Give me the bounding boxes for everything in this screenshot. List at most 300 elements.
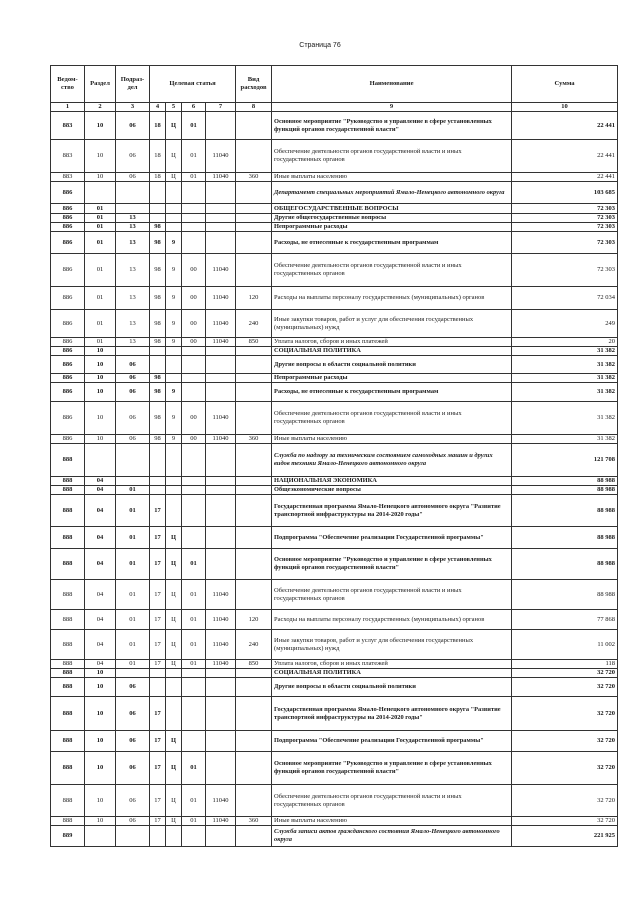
- razdel-cell: 01: [85, 232, 116, 254]
- podrazdel-cell: [116, 826, 150, 847]
- target-a-cell: [150, 356, 166, 374]
- target-b-cell: 9: [166, 232, 182, 254]
- target-a-cell: 98: [150, 374, 166, 383]
- table-row: [51, 338, 618, 347]
- target-d-cell: [206, 697, 236, 731]
- target-a-cell: 98: [150, 287, 166, 310]
- column-index-row: [51, 103, 618, 112]
- razdel-cell: [85, 444, 116, 477]
- name-cell: Обеспечение деятельности органов государственной власти и иных государственных органов: [272, 785, 512, 817]
- target-b-cell: [166, 495, 182, 527]
- target-b-cell: 9: [166, 435, 182, 444]
- sum-cell: 72 303: [512, 214, 618, 223]
- razdel-cell: 01: [85, 204, 116, 214]
- header-vid: Вид расходов: [236, 66, 272, 103]
- target-b-cell: Ц: [166, 731, 182, 752]
- target-c-cell: [182, 356, 206, 374]
- name-cell: Основное мероприятие "Руководство и управление в сфере установленных функций органов государственной власти": [272, 549, 512, 580]
- table-row: [51, 785, 618, 817]
- target-a-cell: 98: [150, 223, 166, 232]
- razdel-cell: 10: [85, 785, 116, 817]
- podrazdel-cell: 06: [116, 785, 150, 817]
- name-cell: ОБЩЕГОСУДАРСТВЕННЫЕ ВОПРОСЫ: [272, 204, 512, 214]
- sum-cell: 88 988: [512, 527, 618, 549]
- vid-cell: [236, 580, 272, 610]
- podrazdel-cell: 06: [116, 356, 150, 374]
- target-a-cell: [150, 214, 166, 223]
- podrazdel-cell: 01: [116, 610, 150, 630]
- sum-cell: 32 720: [512, 731, 618, 752]
- vid-cell: 240: [236, 310, 272, 338]
- vid-cell: [236, 182, 272, 204]
- razdel-cell: 10: [85, 383, 116, 402]
- sum-cell: 22 441: [512, 112, 618, 140]
- vid-cell: 120: [236, 610, 272, 630]
- name-cell: Другие вопросы в области социальной политики: [272, 356, 512, 374]
- target-d-cell: 11040: [206, 310, 236, 338]
- vedomstvo-cell: 888: [51, 752, 85, 785]
- target-c-cell: [182, 731, 206, 752]
- target-c-cell: [182, 495, 206, 527]
- name-cell: Служба записи актов гражданского состояния Ямало-Ненецкого автономного округа: [272, 826, 512, 847]
- target-c-cell: 00: [182, 338, 206, 347]
- target-d-cell: [206, 232, 236, 254]
- target-b-cell: Ц: [166, 660, 182, 669]
- name-cell: Иные выплаты населению: [272, 817, 512, 826]
- podrazdel-cell: 06: [116, 173, 150, 182]
- sum-cell: 32 720: [512, 817, 618, 826]
- razdel-cell: 01: [85, 287, 116, 310]
- target-b-cell: Ц: [166, 112, 182, 140]
- vid-cell: [236, 826, 272, 847]
- table-row: [51, 383, 618, 402]
- razdel-cell: 01: [85, 223, 116, 232]
- vedomstvo-cell: 888: [51, 785, 85, 817]
- target-b-cell: 9: [166, 338, 182, 347]
- target-c-cell: 01: [182, 817, 206, 826]
- target-a-cell: 17: [150, 495, 166, 527]
- table-row: [51, 580, 618, 610]
- sum-cell: 221 925: [512, 826, 618, 847]
- vedomstvo-cell: 888: [51, 817, 85, 826]
- table-row: [51, 347, 618, 356]
- sum-cell: 31 382: [512, 356, 618, 374]
- vid-cell: [236, 254, 272, 287]
- target-c-cell: [182, 678, 206, 697]
- name-cell: Департамент специальных мероприятий Ямало-Ненецкого автономного округа: [272, 182, 512, 204]
- name-cell: Основное мероприятие "Руководство и управление в сфере установленных функций органов государственной власти": [272, 112, 512, 140]
- vid-cell: [236, 232, 272, 254]
- target-c-cell: [182, 232, 206, 254]
- name-cell: Непрограммные расходы: [272, 223, 512, 232]
- target-c-cell: [182, 223, 206, 232]
- sum-cell: 31 382: [512, 374, 618, 383]
- target-c-cell: 00: [182, 254, 206, 287]
- table-body: [51, 112, 618, 847]
- podrazdel-cell: 13: [116, 310, 150, 338]
- vedomstvo-cell: 886: [51, 254, 85, 287]
- name-cell: Обеспечение деятельности органов государственной власти и иных государственных органов: [272, 254, 512, 287]
- podrazdel-cell: 01: [116, 630, 150, 660]
- target-a-cell: 18: [150, 112, 166, 140]
- table-row: [51, 310, 618, 338]
- vedomstvo-cell: 886: [51, 223, 85, 232]
- target-d-cell: 11040: [206, 402, 236, 435]
- vid-cell: [236, 402, 272, 435]
- podrazdel-cell: 06: [116, 374, 150, 383]
- podrazdel-cell: 01: [116, 660, 150, 669]
- header-name: Наименование: [272, 66, 512, 103]
- col-index: 1: [51, 103, 85, 112]
- name-cell: Иные закупки товаров, работ и услуг для обеспечения государственных (муниципальных) нужд: [272, 310, 512, 338]
- target-c-cell: [182, 383, 206, 402]
- vid-cell: [236, 495, 272, 527]
- header-sum: Сумма: [512, 66, 618, 103]
- vid-cell: 360: [236, 817, 272, 826]
- razdel-cell: 01: [85, 214, 116, 223]
- name-cell: Расходы на выплаты персоналу государственных (муниципальных) органов: [272, 610, 512, 630]
- target-a-cell: 17: [150, 527, 166, 549]
- table-row: [51, 669, 618, 678]
- target-a-cell: 98: [150, 402, 166, 435]
- podrazdel-cell: 01: [116, 527, 150, 549]
- header-podrazdel: Подраз-дел: [116, 66, 150, 103]
- target-a-cell: 17: [150, 549, 166, 580]
- target-a-cell: 17: [150, 752, 166, 785]
- podrazdel-cell: 13: [116, 254, 150, 287]
- target-c-cell: [182, 477, 206, 486]
- target-b-cell: [166, 204, 182, 214]
- target-d-cell: [206, 223, 236, 232]
- target-b-cell: [166, 669, 182, 678]
- vid-cell: [236, 785, 272, 817]
- sum-cell: 88 988: [512, 477, 618, 486]
- col-index: 8: [236, 103, 272, 112]
- podrazdel-cell: [116, 477, 150, 486]
- target-d-cell: 11040: [206, 785, 236, 817]
- sum-cell: 72 303: [512, 204, 618, 214]
- col-index: 10: [512, 103, 618, 112]
- target-c-cell: 01: [182, 549, 206, 580]
- razdel-cell: 10: [85, 112, 116, 140]
- target-a-cell: 18: [150, 173, 166, 182]
- podrazdel-cell: [116, 347, 150, 356]
- sum-cell: 249: [512, 310, 618, 338]
- target-d-cell: [206, 477, 236, 486]
- podrazdel-cell: 06: [116, 140, 150, 173]
- sum-cell: 72 303: [512, 223, 618, 232]
- table-row: [51, 486, 618, 495]
- sum-cell: 118: [512, 660, 618, 669]
- name-cell: Государственная программа Ямало-Ненецкого автономного округа "Развитие транспортной инфраструктуры на 2014-2020 годы": [272, 495, 512, 527]
- target-b-cell: [166, 214, 182, 223]
- target-b-cell: [166, 223, 182, 232]
- vid-cell: [236, 374, 272, 383]
- vedomstvo-cell: 888: [51, 731, 85, 752]
- target-d-cell: [206, 182, 236, 204]
- target-c-cell: [182, 697, 206, 731]
- vid-cell: [236, 112, 272, 140]
- table-row: [51, 610, 618, 630]
- target-c-cell: 00: [182, 310, 206, 338]
- header-vedomstvo: Ведом-ство: [51, 66, 85, 103]
- podrazdel-cell: 06: [116, 402, 150, 435]
- razdel-cell: 10: [85, 731, 116, 752]
- vid-cell: [236, 383, 272, 402]
- target-d-cell: 11040: [206, 338, 236, 347]
- target-c-cell: 01: [182, 173, 206, 182]
- target-a-cell: [150, 678, 166, 697]
- target-d-cell: [206, 549, 236, 580]
- target-b-cell: Ц: [166, 549, 182, 580]
- razdel-cell: 10: [85, 435, 116, 444]
- target-c-cell: [182, 347, 206, 356]
- target-d-cell: [206, 678, 236, 697]
- razdel-cell: 10: [85, 347, 116, 356]
- vedomstvo-cell: 888: [51, 630, 85, 660]
- target-a-cell: 98: [150, 338, 166, 347]
- target-b-cell: Ц: [166, 817, 182, 826]
- razdel-cell: 10: [85, 140, 116, 173]
- target-d-cell: [206, 731, 236, 752]
- header-target: Целевая статья: [150, 66, 236, 103]
- target-c-cell: [182, 204, 206, 214]
- sum-cell: 88 988: [512, 486, 618, 495]
- target-c-cell: 00: [182, 402, 206, 435]
- vid-cell: [236, 731, 272, 752]
- name-cell: Обеспечение деятельности органов государственной власти и иных государственных органов: [272, 402, 512, 435]
- table-row: [51, 287, 618, 310]
- vedomstvo-cell: 888: [51, 678, 85, 697]
- sum-cell: 22 441: [512, 140, 618, 173]
- header-razdel: Раздел: [85, 66, 116, 103]
- vid-cell: [236, 678, 272, 697]
- target-d-cell: [206, 826, 236, 847]
- table-row: [51, 678, 618, 697]
- podrazdel-cell: 06: [116, 112, 150, 140]
- vid-cell: [236, 140, 272, 173]
- razdel-cell: 01: [85, 338, 116, 347]
- target-d-cell: [206, 347, 236, 356]
- name-cell: СОЦИАЛЬНАЯ ПОЛИТИКА: [272, 347, 512, 356]
- name-cell: СОЦИАЛЬНАЯ ПОЛИТИКА: [272, 669, 512, 678]
- podrazdel-cell: 06: [116, 697, 150, 731]
- podrazdel-cell: 13: [116, 338, 150, 347]
- target-d-cell: 11040: [206, 580, 236, 610]
- name-cell: НАЦИОНАЛЬНАЯ ЭКОНОМИКА: [272, 477, 512, 486]
- table-row: [51, 660, 618, 669]
- target-b-cell: Ц: [166, 140, 182, 173]
- target-c-cell: 01: [182, 140, 206, 173]
- razdel-cell: 04: [85, 660, 116, 669]
- col-index: 9: [272, 103, 512, 112]
- vedomstvo-cell: 888: [51, 486, 85, 495]
- vid-cell: [236, 527, 272, 549]
- sum-cell: 121 708: [512, 444, 618, 477]
- target-c-cell: 00: [182, 287, 206, 310]
- target-c-cell: [182, 444, 206, 477]
- table-row: [51, 495, 618, 527]
- sum-cell: 103 685: [512, 182, 618, 204]
- target-b-cell: [166, 826, 182, 847]
- header-row: [51, 66, 618, 103]
- name-cell: Расходы, не отнесенные к государственным программам: [272, 232, 512, 254]
- razdel-cell: 04: [85, 580, 116, 610]
- name-cell: Расходы на выплаты персоналу государственных (муниципальных) органов: [272, 287, 512, 310]
- vid-cell: [236, 214, 272, 223]
- sum-cell: 32 720: [512, 752, 618, 785]
- vedomstvo-cell: 886: [51, 232, 85, 254]
- sum-cell: 72 303: [512, 232, 618, 254]
- target-b-cell: Ц: [166, 527, 182, 549]
- table-row: [51, 477, 618, 486]
- vid-cell: [236, 486, 272, 495]
- vedomstvo-cell: 886: [51, 356, 85, 374]
- col-index: 6: [182, 103, 206, 112]
- razdel-cell: 04: [85, 486, 116, 495]
- target-d-cell: 11040: [206, 630, 236, 660]
- razdel-cell: 04: [85, 630, 116, 660]
- sum-cell: 31 382: [512, 402, 618, 435]
- target-c-cell: 01: [182, 630, 206, 660]
- razdel-cell: 10: [85, 678, 116, 697]
- sum-cell: 72 303: [512, 254, 618, 287]
- table-row: [51, 444, 618, 477]
- table-row: [51, 232, 618, 254]
- name-cell: Расходы, не отнесенные к государственным программам: [272, 383, 512, 402]
- vid-cell: 120: [236, 287, 272, 310]
- name-cell: Непрограммные расходы: [272, 374, 512, 383]
- target-a-cell: 98: [150, 383, 166, 402]
- col-index: 3: [116, 103, 150, 112]
- target-d-cell: 11040: [206, 287, 236, 310]
- vedomstvo-cell: 888: [51, 477, 85, 486]
- podrazdel-cell: [116, 204, 150, 214]
- sum-cell: 32 720: [512, 785, 618, 817]
- razdel-cell: 10: [85, 374, 116, 383]
- podrazdel-cell: 06: [116, 383, 150, 402]
- table-row: [51, 356, 618, 374]
- target-d-cell: [206, 669, 236, 678]
- sum-cell: 31 382: [512, 347, 618, 356]
- name-cell: Общеэкономические вопросы: [272, 486, 512, 495]
- target-a-cell: [150, 486, 166, 495]
- vedomstvo-cell: 888: [51, 697, 85, 731]
- table-row: [51, 173, 618, 182]
- name-cell: Служба по надзору за техническим состоянием самоходных машин и других видов техники Ямало-Ненецкого автономного округа: [272, 444, 512, 477]
- target-c-cell: [182, 527, 206, 549]
- podrazdel-cell: [116, 669, 150, 678]
- table-row: [51, 223, 618, 232]
- podrazdel-cell: 01: [116, 495, 150, 527]
- target-a-cell: 98: [150, 435, 166, 444]
- podrazdel-cell: 06: [116, 752, 150, 785]
- table-row: [51, 630, 618, 660]
- target-b-cell: [166, 444, 182, 477]
- target-c-cell: [182, 182, 206, 204]
- sum-cell: 88 988: [512, 495, 618, 527]
- target-a-cell: 17: [150, 817, 166, 826]
- target-c-cell: [182, 374, 206, 383]
- razdel-cell: 04: [85, 610, 116, 630]
- vedomstvo-cell: 886: [51, 310, 85, 338]
- vedomstvo-cell: 886: [51, 338, 85, 347]
- vedomstvo-cell: 886: [51, 204, 85, 214]
- target-a-cell: 98: [150, 232, 166, 254]
- target-b-cell: 9: [166, 310, 182, 338]
- podrazdel-cell: 01: [116, 549, 150, 580]
- sum-cell: 11 002: [512, 630, 618, 660]
- target-b-cell: [166, 486, 182, 495]
- target-b-cell: 9: [166, 402, 182, 435]
- razdel-cell: 04: [85, 549, 116, 580]
- target-a-cell: [150, 182, 166, 204]
- name-cell: Обеспечение деятельности органов государственной власти и иных государственных органов: [272, 140, 512, 173]
- table-row: [51, 435, 618, 444]
- target-c-cell: [182, 826, 206, 847]
- razdel-cell: 10: [85, 669, 116, 678]
- razdel-cell: 01: [85, 310, 116, 338]
- target-d-cell: [206, 214, 236, 223]
- vedomstvo-cell: 888: [51, 527, 85, 549]
- target-a-cell: 17: [150, 660, 166, 669]
- target-b-cell: 9: [166, 254, 182, 287]
- target-a-cell: 17: [150, 630, 166, 660]
- vedomstvo-cell: 883: [51, 140, 85, 173]
- vedomstvo-cell: 886: [51, 287, 85, 310]
- target-d-cell: 11040: [206, 435, 236, 444]
- target-d-cell: [206, 112, 236, 140]
- vedomstvo-cell: 886: [51, 402, 85, 435]
- sum-cell: 88 988: [512, 580, 618, 610]
- table-row: [51, 752, 618, 785]
- target-d-cell: 11040: [206, 817, 236, 826]
- col-index: 5: [166, 103, 182, 112]
- sum-cell: 72 034: [512, 287, 618, 310]
- table-row: [51, 826, 618, 847]
- podrazdel-cell: 06: [116, 435, 150, 444]
- vid-cell: 360: [236, 435, 272, 444]
- table-row: [51, 140, 618, 173]
- target-d-cell: [206, 444, 236, 477]
- table-row: [51, 374, 618, 383]
- name-cell: Подпрограмма "Обеспечение реализации Государственной программы": [272, 527, 512, 549]
- target-c-cell: 01: [182, 785, 206, 817]
- target-c-cell: 01: [182, 580, 206, 610]
- razdel-cell: 10: [85, 402, 116, 435]
- vedomstvo-cell: 883: [51, 173, 85, 182]
- table-row: [51, 549, 618, 580]
- target-b-cell: [166, 477, 182, 486]
- table-row: [51, 112, 618, 140]
- target-b-cell: [166, 374, 182, 383]
- col-index: 2: [85, 103, 116, 112]
- target-a-cell: 17: [150, 580, 166, 610]
- vedomstvo-cell: 888: [51, 660, 85, 669]
- target-a-cell: [150, 347, 166, 356]
- name-cell: Подпрограмма "Обеспечение реализации Государственной программы": [272, 731, 512, 752]
- table-row: [51, 204, 618, 214]
- razdel-cell: 04: [85, 527, 116, 549]
- target-b-cell: Ц: [166, 630, 182, 660]
- name-cell: Обеспечение деятельности органов государственной власти и иных государственных органов: [272, 580, 512, 610]
- target-b-cell: [166, 697, 182, 731]
- target-b-cell: Ц: [166, 610, 182, 630]
- target-c-cell: 01: [182, 112, 206, 140]
- name-cell: Государственная программа Ямало-Ненецкого автономного округа "Развитие транспортной инфраструктуры на 2014-2020 годы": [272, 697, 512, 731]
- target-d-cell: [206, 374, 236, 383]
- target-c-cell: [182, 669, 206, 678]
